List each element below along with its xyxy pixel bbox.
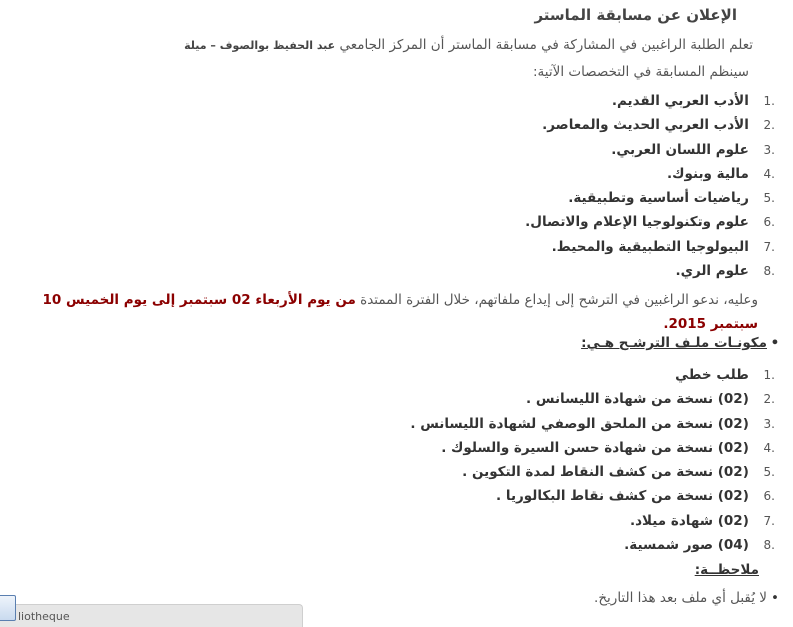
file-components-list <box>410 363 775 557</box>
list-item <box>410 363 775 387</box>
list-item <box>525 210 775 234</box>
bullet-icon: • <box>771 590 779 606</box>
list-item <box>525 186 775 210</box>
list-item <box>525 138 775 162</box>
list-item <box>525 235 775 259</box>
list-item <box>410 533 775 557</box>
item-number: 6. <box>763 489 775 504</box>
item-label: (02) نسخة من الملحق الوصفي لشهادة الليسانس . <box>410 415 749 432</box>
taskbar-tab[interactable] <box>0 604 303 627</box>
item-number: 3. <box>763 142 775 157</box>
item-number: 4. <box>763 440 775 455</box>
item-label: البيولوجيا التطبيقية والمحيط. <box>551 238 749 255</box>
item-label: (02) نسخة من شهادة الليسانس . <box>526 391 749 408</box>
list-item <box>410 460 775 484</box>
list-item <box>525 162 775 186</box>
subintro-text: سينظم المسابقة في التخصصات الآتية: <box>533 64 749 80</box>
item-label: (02) شهادة ميلاد. <box>629 512 749 529</box>
note-text: لا يُقبل أي ملف بعد هذا التاريخ. <box>594 590 767 606</box>
item-number: 7. <box>763 239 775 254</box>
item-number: 1. <box>763 368 775 382</box>
item-label: (04) صور شمسية. <box>624 537 749 554</box>
item-label: مالية وبنوك. <box>667 165 749 182</box>
item-number: 5. <box>763 191 775 206</box>
item-number: 7. <box>763 513 775 528</box>
item-label: طلب خطي <box>675 367 749 383</box>
item-label: (02) نسخة من كشف النقاط لمدة التكوين . <box>462 464 749 481</box>
item-number: 5. <box>763 465 775 480</box>
list-item <box>525 113 775 137</box>
list-item <box>410 412 775 436</box>
application-dates: من يوم الأربعاء 02 سبتمبر إلى يوم الخميس 10 سبتمبر 2015. <box>42 292 758 332</box>
intro-text <box>184 37 753 53</box>
item-number: 2. <box>763 392 775 407</box>
item-number: 6. <box>763 215 775 230</box>
list-item <box>410 436 775 460</box>
item-number: 1. <box>763 94 775 108</box>
item-label: علوم وتكنولوجيا الإعلام والاتصال. <box>525 214 749 231</box>
note-item <box>594 590 783 606</box>
list-item <box>525 89 775 113</box>
page-title: الإعلان عن مسابقة الماستر <box>534 6 737 24</box>
item-label: (02) نسخة من شهادة حسن السيرة والسلوك . <box>441 439 749 456</box>
file-components-heading <box>581 335 783 351</box>
item-label: الأدب العربي الحديث والمعاصر. <box>542 117 749 134</box>
bullet-icon: • <box>770 335 780 351</box>
item-number: 2. <box>763 118 775 133</box>
paragraph-lead: وعليه، ندعو الراغبين في الترشح إلى إيداع ملفاتهم، خلال الفترة الممتدة <box>360 292 758 308</box>
file-heading-text: مكونـات ملـف الترشـح هـي: <box>581 335 767 351</box>
window-icon <box>0 595 16 621</box>
taskbar-tab-label: liotheque <box>18 610 70 623</box>
center-name: عبد الحفيظ بوالصوف – ميلة <box>184 39 336 52</box>
item-label: (02) نسخة من كشف نقاط البكالوريا . <box>496 488 749 505</box>
list-item <box>410 387 775 411</box>
item-label: علوم اللسان العربي. <box>611 141 749 158</box>
list-item <box>525 259 775 283</box>
list-item <box>410 509 775 533</box>
item-number: 8. <box>763 264 775 279</box>
list-item <box>410 484 775 508</box>
application-period-paragraph <box>28 288 758 336</box>
item-label: رياضيات أساسية وتطبيقية. <box>568 190 749 207</box>
item-number: 8. <box>763 538 775 553</box>
intro-lead: تعلم الطلبة الراغبين في المشاركة في مسابقة الماستر أن المركز الجامعي <box>339 37 753 53</box>
item-label: الأدب العربي القديم. <box>611 93 749 109</box>
item-number: 4. <box>763 166 775 181</box>
item-number: 3. <box>763 416 775 431</box>
item-label: علوم الري. <box>675 263 749 280</box>
specializations-list <box>525 89 775 283</box>
note-heading: ملاحظــة: <box>694 562 759 578</box>
